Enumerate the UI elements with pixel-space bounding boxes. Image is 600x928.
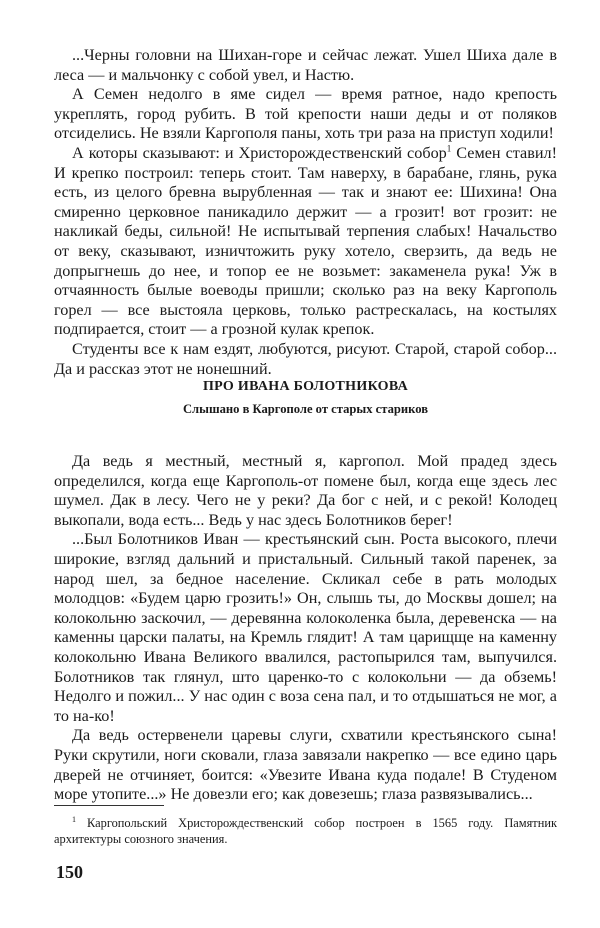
paragraph: Да ведь я местный, местный я, каргопол. Мой прадед здесь определился, когда еще Каргополь-от помене был, когда еще здесь лес шумел. Дак в лесу. Чего не у реки? Да бог с ней, и с рекой! Колодец выкопали, вода есть... Ведь у нас здесь Болотников берег! bbox=[54, 452, 557, 529]
story-continuation bbox=[54, 46, 557, 379]
paragraph-with-footnote-ref bbox=[54, 144, 557, 340]
paragraph-text-after: Семен ставил! И крепко построил: теперь стоит. Там наверху, в барабане, глянь, рука есть, из целого бревна вырубленная — так и знают ее: Шихина! Она смиренно церковное паникадило держит — а грозит! вот грозит: не накликай беды, сильной! Не испытывай терпения слабых! Начальство от веку, сказывают, изничтожить руку хотело, сверзить, да ведь не допрыгнешь до нее, и топор ее не возьмет: закаменела рука! Уж в отчаянность былые воеводы пришли; сколько раз на веку Каргополь горел — все выстояла церковь, только растрескалась, на костылях подпирается, стоит — а грозной кулак крепок. bbox=[54, 143, 558, 339]
page-number: 150 bbox=[56, 862, 83, 882]
footnote-divider bbox=[54, 805, 164, 806]
paragraph: Да ведь остервенели царевы слуги, схватили крестьянского сына! Руки скрутили, ноги сковали, глаза завязали накрепко — все едино царь дверей не отчиняет, боится: «Увезите Ивана куда подале! В Студеном море утопите...» Не довезли его; как довезешь; глаза развязывались... bbox=[54, 726, 557, 804]
paragraph: А Семен недолго в яме сидел — время ратное, надо крепость укреплять, город рубить. В той крепости наши деды и от поляков отсиделись. Не взяли Каргополя паны, хоть три раза на приступ ходили! bbox=[54, 85, 557, 143]
story-subtitle: Слышано в Каргополе от старых стариков bbox=[182, 402, 429, 416]
story-title: ПРО ИВАНА БОЛОТНИКОВА bbox=[202, 379, 409, 394]
paragraph-text-before: А которы сказывают: и Христорождественский собор bbox=[72, 143, 447, 162]
footnote bbox=[54, 812, 557, 847]
paragraph: ...Был Болотников Иван — крестьянский сын. Роста высокого, плечи широкие, взгляд дальний и пристальный. Сильный такой паренек, за народ шел, за бедное население. Скликал себе в рать молодых молодцов: «Будем царю грозить!» Он, слышь ты, до Москвы дошел; на колокольню заскочил, — деревянна колоколенка была, деревенска — на каменны царски палаты, на Кремль глядит! А там царищще на каменну колокольню Ивана Великого ввалился, растопырился там, выпучился. Болотников так глянул, што царенко-то с колокольни — да обземь! Недолго и пожил... У нас один с воза сена пал, и то отдышаться не мог, а то на-ко! bbox=[54, 530, 557, 725]
footnote-text: Каргопольский Христорождественский собор построен в 1565 году. Памятник архитектуры союзного значения. bbox=[54, 816, 557, 847]
paragraph: Студенты все к нам ездят, любуются, рисуют. Старой, старой собор... Да и рассказ этот не нонешний. bbox=[54, 339, 557, 378]
footnote-marker: 1 bbox=[72, 815, 76, 824]
footnote-reference[interactable]: 1 bbox=[446, 143, 452, 154]
story-heading bbox=[54, 378, 557, 418]
paragraph: ...Черны головни на Шихан-горе и сейчас лежат. Ушел Шиха дале в леса — и мальчонку с собой увел, и Настю. bbox=[54, 46, 557, 84]
story-body bbox=[54, 452, 557, 805]
